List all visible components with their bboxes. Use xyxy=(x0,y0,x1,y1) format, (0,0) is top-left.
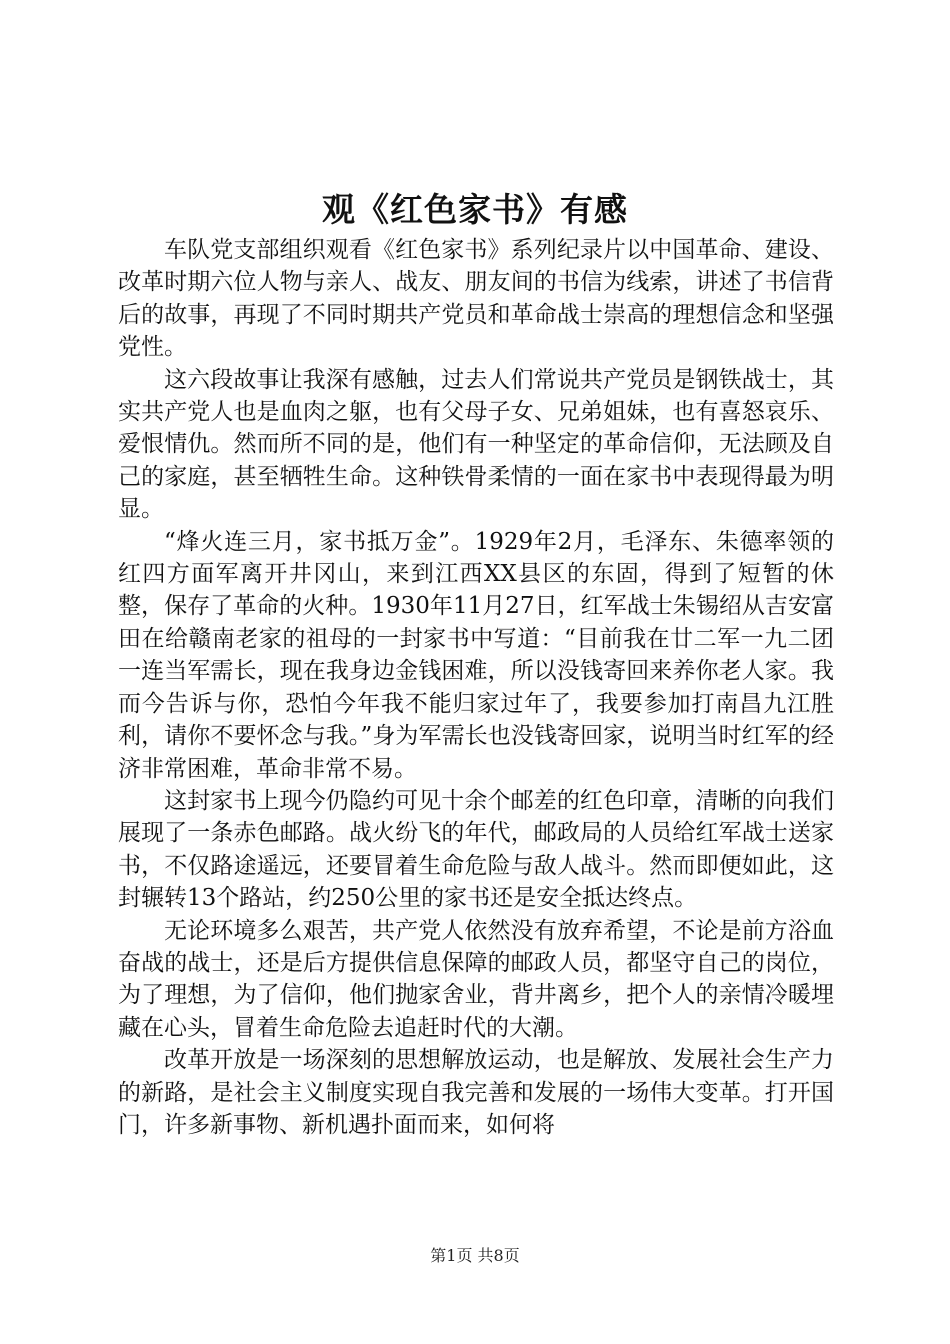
document-title: 观《红色家书》有感 xyxy=(322,190,628,229)
paragraph: 车队党支部组织观看《红色家书》系列纪录片以中国革命、建设、改革时期六位人物与亲人、战友、朋友间的书信为线索，讲述了书信背后的故事，再现了不同时期共产党员和革命战士崇高的理想信念和坚强党性。 xyxy=(118,237,834,361)
page-number-footer: 第1页 共8页 xyxy=(430,1246,520,1265)
paragraph: 改革开放是一场深刻的思想解放运动，也是解放、发展社会生产力的新路，是社会主义制度实现自我完善和发展的一场伟大变革。打开国门，许多新事物、新机遇扑面而来，如何将 xyxy=(118,1047,834,1138)
paragraph: 这封家书上现今仍隐约可见十余个邮差的红色印章，清晰的向我们展现了一条赤色邮路。战火纷飞的年代，邮政局的人员给红军战士送家书，不仅路途遥远，还要冒着生命危险与敌人战斗。然而即便如此，这封辗转13个路站，约250公里的家书还是安全抵达终点。 xyxy=(118,787,834,912)
paragraph: “烽火连三月，家书抵万金”。1929年2月，毛泽东、朱德率领的红四方面军离开井冈山，来到江西XX县区的东固，得到了短暂的休整，保存了革命的火种。1930年11月27日，红军战士朱锡绍从吉安富田在给赣南老家的祖母的一封家书中写道：“目前我在廿二军一九二团一连当军需长，现在我身边金钱困难，所以没钱寄回来养你老人家。我而今告诉与你，恐怕今年我不能归家过年了，我要参加打南昌九江胜利，请你不要怀念与我。”身为军需长也没钱寄回家，说明当时红军的经济非常困难，革命非常不易。 xyxy=(118,528,834,782)
paragraph: 这六段故事让我深有感触，过去人们常说共产党员是钢铁战士，其实共产党人也是血肉之躯，也有父母子女、兄弟姐妹，也有喜怒哀乐、爱恨情仇。然而所不同的是，他们有一种坚定的革命信仰，无法顾及自己的家庭，甚至牺牲生命。这种铁骨柔情的一面在家书中表现得最为明显。 xyxy=(118,366,834,523)
paragraph: 无论环境多么艰苦，共产党人依然没有放弃希望，不论是前方浴血奋战的战士，还是后方提供信息保障的邮政人员，都坚守自己的岗位，为了理想，为了信仰，他们抛家舍业，背井离乡，把个人的亲情冷暖埋藏在心头，冒着生命危险去追赶时代的大潮。 xyxy=(118,917,834,1041)
document-body xyxy=(118,234,834,1141)
